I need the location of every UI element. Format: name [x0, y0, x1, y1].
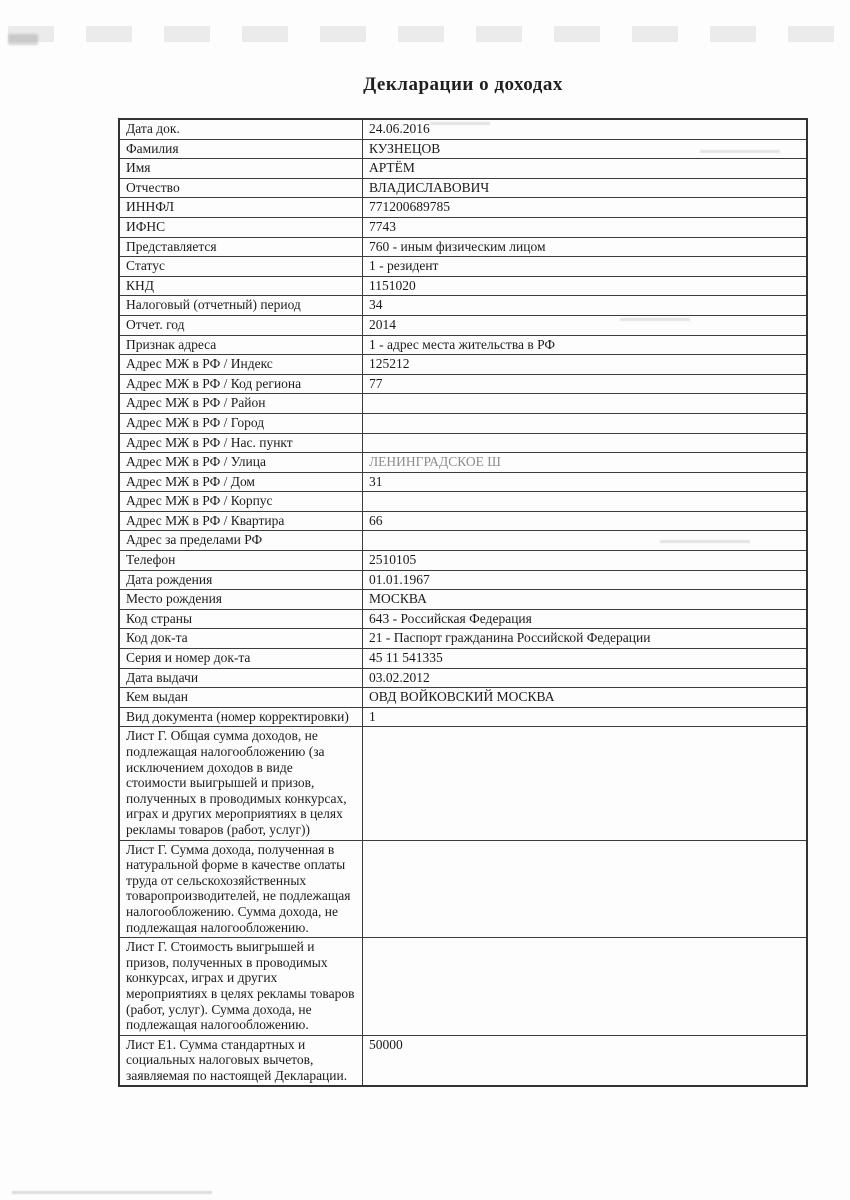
field-value: ЛЕНИНГРАДСКОЕ Ш	[363, 453, 808, 473]
declaration-table-body	[119, 119, 807, 1086]
field-value: 760 - иным физическим лицом	[363, 237, 808, 257]
table-row	[119, 139, 807, 159]
table-row	[119, 413, 807, 433]
table-row	[119, 840, 807, 938]
table-row	[119, 531, 807, 551]
table-row	[119, 492, 807, 512]
scan-noise-blob	[8, 34, 38, 45]
field-label: Код док-та	[119, 629, 363, 649]
field-label: Код страны	[119, 609, 363, 629]
field-value: 1151020	[363, 276, 808, 296]
table-row	[119, 374, 807, 394]
field-value	[363, 413, 808, 433]
field-value	[363, 840, 808, 938]
field-value: 01.01.1967	[363, 570, 808, 590]
table-row	[119, 590, 807, 610]
field-value: 771200689785	[363, 198, 808, 218]
field-value: ВЛАДИСЛАВОВИЧ	[363, 178, 808, 198]
field-label: Имя	[119, 159, 363, 179]
field-value: 21 - Паспорт гражданина Российской Федерации	[363, 629, 808, 649]
table-row	[119, 119, 807, 139]
field-label: Представляется	[119, 237, 363, 257]
table-row	[119, 629, 807, 649]
field-value: 643 - Российская Федерация	[363, 609, 808, 629]
table-row	[119, 727, 807, 840]
table-row	[119, 688, 807, 708]
field-label: Телефон	[119, 551, 363, 571]
field-label: Дата док.	[119, 119, 363, 139]
field-label: Налоговый (отчетный) период	[119, 296, 363, 316]
table-row	[119, 668, 807, 688]
table-row	[119, 938, 807, 1036]
field-label: Адрес МЖ в РФ / Нас. пункт	[119, 433, 363, 453]
field-label: ИННФЛ	[119, 198, 363, 218]
field-value: 125212	[363, 355, 808, 375]
field-label: Адрес МЖ в РФ / Индекс	[119, 355, 363, 375]
field-label: Адрес МЖ в РФ / Код региона	[119, 374, 363, 394]
field-value: КУЗНЕЦОВ	[363, 139, 808, 159]
field-value: 1 - резидент	[363, 257, 808, 277]
field-label: Фамилия	[119, 139, 363, 159]
table-row	[119, 649, 807, 669]
table-row	[119, 159, 807, 179]
field-value: 03.02.2012	[363, 668, 808, 688]
field-label: Лист Г. Стоимость выигрышей и призов, полученных в проводимых конкурсах, играх и других мероприятиях в целях рекламы товаров (работ, услуг). Сумма дохода, не подлежащая налогообложению.	[119, 938, 363, 1036]
table-row	[119, 217, 807, 237]
table-row	[119, 707, 807, 727]
table-row	[119, 511, 807, 531]
table-row	[119, 237, 807, 257]
scan-noise-line	[12, 1191, 212, 1194]
field-value	[363, 938, 808, 1036]
field-value: АРТЁМ	[363, 159, 808, 179]
field-label: Адрес МЖ в РФ / Улица	[119, 453, 363, 473]
table-row	[119, 609, 807, 629]
field-value: МОСКВА	[363, 590, 808, 610]
field-label: Адрес МЖ в РФ / Район	[119, 394, 363, 414]
field-label: Статус	[119, 257, 363, 277]
field-label: Серия и номер док-та	[119, 649, 363, 669]
field-label: Адрес МЖ в РФ / Город	[119, 413, 363, 433]
field-value: ОВД ВОЙКОВСКИЙ МОСКВА	[363, 688, 808, 708]
field-label: ИФНС	[119, 217, 363, 237]
field-value: 34	[363, 296, 808, 316]
declaration-table	[118, 118, 808, 1087]
field-value: 1 - адрес места жительства в РФ	[363, 335, 808, 355]
table-row	[119, 257, 807, 277]
field-value: 77	[363, 374, 808, 394]
field-value: 31	[363, 472, 808, 492]
field-label: Место рождения	[119, 590, 363, 610]
field-value	[363, 531, 808, 551]
field-label: Адрес МЖ в РФ / Дом	[119, 472, 363, 492]
field-value: 24.06.2016	[363, 119, 808, 139]
field-value: 1	[363, 707, 808, 727]
field-label: Адрес МЖ в РФ / Корпус	[119, 492, 363, 512]
table-row	[119, 296, 807, 316]
page-title: Декларации о доходах	[363, 74, 563, 95]
field-label: Признак адреса	[119, 335, 363, 355]
table-row	[119, 355, 807, 375]
field-value: 2014	[363, 315, 808, 335]
table-row	[119, 453, 807, 473]
field-label: Вид документа (номер корректировки)	[119, 707, 363, 727]
field-value	[363, 727, 808, 840]
field-label: Дата выдачи	[119, 668, 363, 688]
field-label: Лист Г. Общая сумма доходов, не подлежащая налогообложению (за исключением доходов в виде стоимости выигрышей и призов, полученных в проводимых конкурсах, играх и других мероприятиях в целях рекламы товаров (работ, услуг))	[119, 727, 363, 840]
field-value: 66	[363, 511, 808, 531]
table-row	[119, 198, 807, 218]
scan-noise-band	[8, 26, 842, 42]
field-label: Отчество	[119, 178, 363, 198]
field-value: 2510105	[363, 551, 808, 571]
field-value	[363, 394, 808, 414]
field-label: Лист Г. Сумма дохода, полученная в натуральной форме в качестве оплаты труда от сельскохозяйственных товаропроизводителей, не подлежащая налогообложению. Сумма дохода, не подлежащая налогообложению.	[119, 840, 363, 938]
field-value: 50000	[363, 1035, 808, 1086]
table-row	[119, 472, 807, 492]
field-label: Кем выдан	[119, 688, 363, 708]
table-row	[119, 315, 807, 335]
field-label: Дата рождения	[119, 570, 363, 590]
table-row	[119, 551, 807, 571]
field-value	[363, 492, 808, 512]
field-label: Отчет. год	[119, 315, 363, 335]
field-value	[363, 433, 808, 453]
field-label: Адрес МЖ в РФ / Квартира	[119, 511, 363, 531]
field-value: 45 11 541335	[363, 649, 808, 669]
table-row	[119, 276, 807, 296]
table-row	[119, 178, 807, 198]
table-row	[119, 433, 807, 453]
table-row	[119, 570, 807, 590]
table-row	[119, 335, 807, 355]
table-row	[119, 1035, 807, 1086]
field-label: Лист Е1. Сумма стандартных и социальных налоговых вычетов, заявляемая по настоящей Декларации.	[119, 1035, 363, 1086]
table-row	[119, 394, 807, 414]
field-value: 7743	[363, 217, 808, 237]
field-label: Адрес за пределами РФ	[119, 531, 363, 551]
field-label: КНД	[119, 276, 363, 296]
